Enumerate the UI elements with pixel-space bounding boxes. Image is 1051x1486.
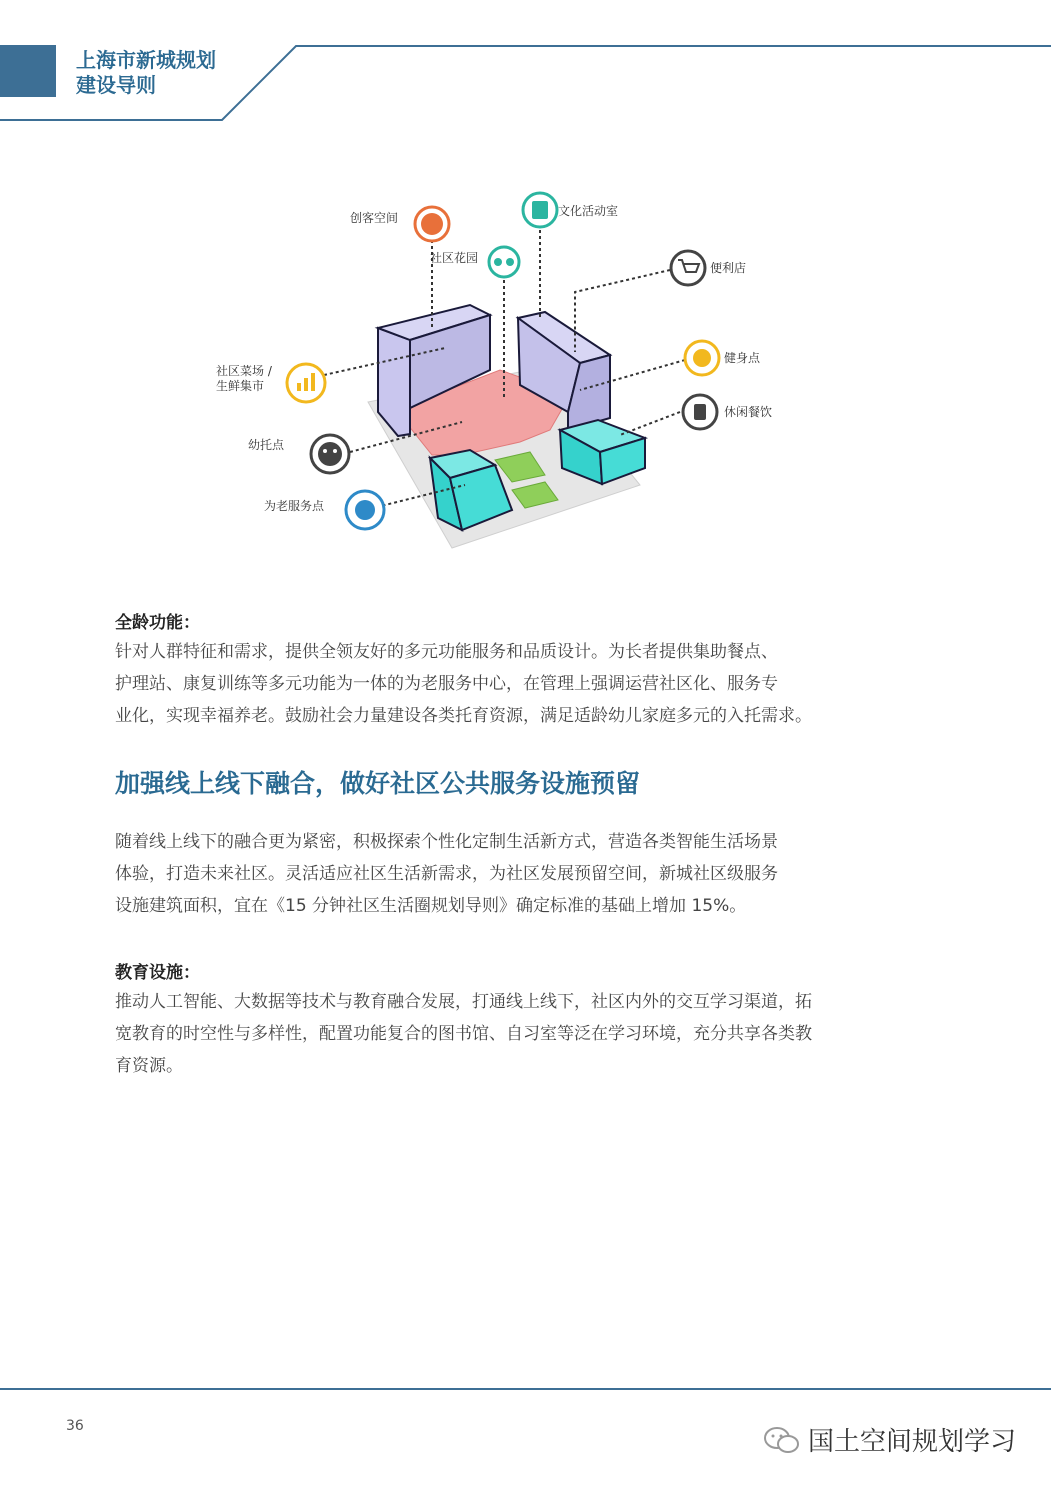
label-market-line2: 生鲜集市 xyxy=(216,379,265,393)
elderly-service-icon xyxy=(346,491,384,529)
community-facility-diagram xyxy=(200,180,840,560)
wechat-account-name: 国土空间规划学习 xyxy=(808,1427,1017,1457)
section-heading: 加强线上线下融合，做好社区公共服务设施预留 xyxy=(115,769,641,798)
paragraph-online-offline xyxy=(115,826,930,922)
text-line: 针对人群特征和需求，提供全领友好的多元功能服务和品质设计。为长者提供集助餐点、 xyxy=(115,642,778,662)
culture-room-icon xyxy=(523,193,557,227)
text-line: 随着线上线下的融合更为紧密，积极探索个性化定制生活新方式，营造各类智能生活场景 xyxy=(115,832,778,852)
header-title-line1: 上海市新城规划 xyxy=(76,48,216,72)
text-line: 推动人工智能、大数据等技术与教育融合发展，打通线上线下，社区内外的交互学习渠道，拓 xyxy=(115,992,812,1012)
text-line: 育资源。 xyxy=(115,1056,183,1076)
daycare-icon xyxy=(311,435,349,473)
section-label-education: 教育设施： xyxy=(115,963,200,983)
paragraph-all-age xyxy=(115,636,930,732)
text-line: 宽教育的时空性与多样性，配置功能复合的图书馆、自习室等泛在学习环境，充分共享各类教 xyxy=(115,1024,812,1044)
community-garden-icon xyxy=(489,247,519,277)
text-line: 设施建筑面积，宜在《15 分钟社区生活圈规划导则》确定标准的基础上增加 15%。 xyxy=(115,896,747,916)
label-fitness: 健身点 xyxy=(724,351,761,365)
convenience-store-icon xyxy=(671,251,705,285)
label-convenience-store: 便利店 xyxy=(710,261,747,275)
header-title xyxy=(76,48,216,98)
text-line: 护理站、康复训练等多元功能为一体的为老服务中心，在管理上强调运营社区化、服务专 xyxy=(115,674,778,694)
label-daycare: 幼托点 xyxy=(248,438,285,452)
market-icon xyxy=(287,364,325,402)
fitness-icon xyxy=(685,341,719,375)
header-title-line2: 建设导则 xyxy=(76,73,156,97)
text-line: 业化，实现幸福养老。鼓励社会力量建设各类托育资源，满足适龄幼儿家庭多元的入托需求。 xyxy=(115,706,812,726)
label-market-line1: 社区菜场 / xyxy=(216,364,272,378)
maker-space-icon xyxy=(415,207,449,241)
label-culture-room: 文化活动室 xyxy=(558,204,619,218)
label-leisure-dining: 休闲餐饮 xyxy=(724,405,773,419)
label-elderly-service: 为老服务点 xyxy=(264,499,325,513)
page-number: 36 xyxy=(66,1418,84,1434)
paragraph-education xyxy=(115,986,930,1082)
text-line: 体验，打造未来社区。灵活适应社区生活新需求，为社区发展预留空间，新城社区级服务 xyxy=(115,864,778,884)
leisure-dining-icon xyxy=(683,395,717,429)
label-maker-space: 创客空间 xyxy=(350,211,399,225)
label-community-garden: 社区花园 xyxy=(430,251,479,265)
wechat-icon xyxy=(762,1425,802,1455)
footer-rule xyxy=(0,1388,1051,1390)
section-label-all-age: 全龄功能： xyxy=(115,613,200,633)
